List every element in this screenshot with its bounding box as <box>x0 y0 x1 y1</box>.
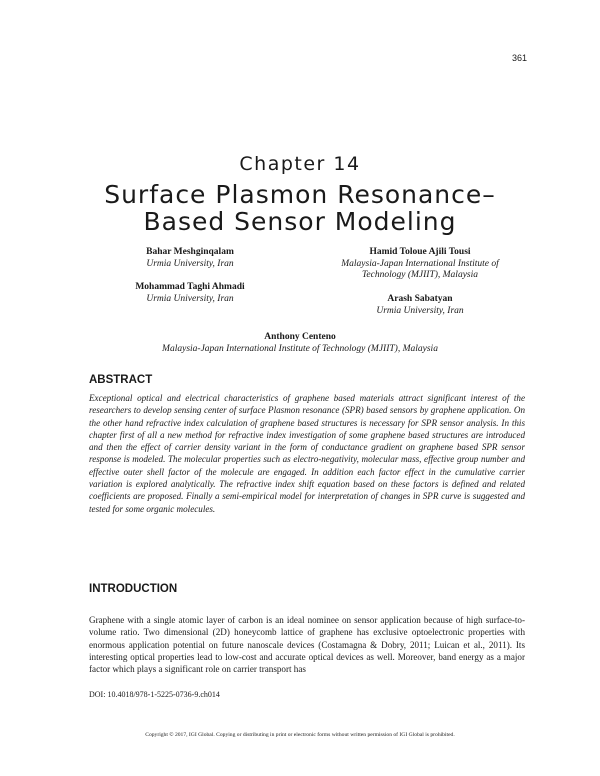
author-block-1 <box>110 247 270 270</box>
author-affiliation: Technology (MJIIT), Malaysia <box>362 270 478 280</box>
title-line-2: Based Sensor Modeling <box>143 207 457 236</box>
chapter-title <box>0 181 600 235</box>
introduction-body: Graphene with a single atomic layer of carbon is an ideal nominee on sensor application because of high surface-to-volume ratio. Two dimensional (2D) honeycomb lattice of graphene has exclusive optoelectronic properties with enormous application potential on future nanoscale devices (Costamagna & Dobry, 2011; Luican et al., 2011). Its interesting optical properties lead to low-cost and accurate optical devices as well. Moreover, band energy as a major factor which plays a significant role on carrier transport has <box>89 615 525 675</box>
chapter-label: Chapter 14 <box>239 153 361 175</box>
abstract-body: Exceptional optical and electrical characteristics of graphene based materials attract significant interest of the researchers to develop sensing center of surface Plasmon resonance (SPR) based sensors by graphene application. On the other hand refractive index calculation of graphene based structures is necessary for SPR sensor analysis. In this chapter first of all a new method for refractive index investigation of some graphene based structures are introduced and then the effect of carrier density variant in the form of conductance gradient on graphene based SPR sensor response is modeled. The molecular properties such as electro-negativity, molecular mass, effective group number and effective outer shell factor of the molecule are engaged. In addition each factor effect in the cumulative carrier variation is explored analytically. The refractive index shift equation based on these factors is defined and related coefficients are proposed. Finally a semi-empirical model for interpretation of changes in SPR curve is suggested and tested for some organic molecules. <box>89 393 525 514</box>
author-block-4 <box>310 294 530 317</box>
author-name: Arash Sabatyan <box>387 294 453 304</box>
copyright-notice: Copyright © 2017, IGI Global. Copying or distributing in print or electronic forms without written permission of IGI Global is prohibited. <box>145 732 455 738</box>
author-block-5 <box>90 332 510 355</box>
author-affiliation: Urmia University, Iran <box>376 305 464 316</box>
author-affiliation: Urmia University, Iran <box>146 293 234 304</box>
abstract-heading: ABSTRACT <box>89 374 153 386</box>
author-name: Bahar Meshginqalam <box>146 247 234 257</box>
author-block-3 <box>110 282 270 305</box>
page-number: 361 <box>511 53 527 63</box>
doi-line: DOI: 10.4018/978-1-5225-0736-9.ch014 <box>89 690 220 699</box>
author-name: Hamid Toloue Ajili Tousi <box>369 247 471 257</box>
author-block-2 <box>310 247 530 282</box>
author-name: Anthony Centeno <box>264 332 336 342</box>
introduction-heading: INTRODUCTION <box>89 583 178 595</box>
author-affiliation: Malaysia-Japan International Institute of <box>341 258 499 269</box>
title-line-1: Surface Plasmon Resonance– <box>104 180 496 209</box>
author-affiliation: Malaysia-Japan International Institute of Technology (MJIIT), Malaysia <box>162 343 438 354</box>
author-affiliation: Urmia University, Iran <box>146 258 234 269</box>
author-name: Mohammad Taghi Ahmadi <box>135 282 245 292</box>
